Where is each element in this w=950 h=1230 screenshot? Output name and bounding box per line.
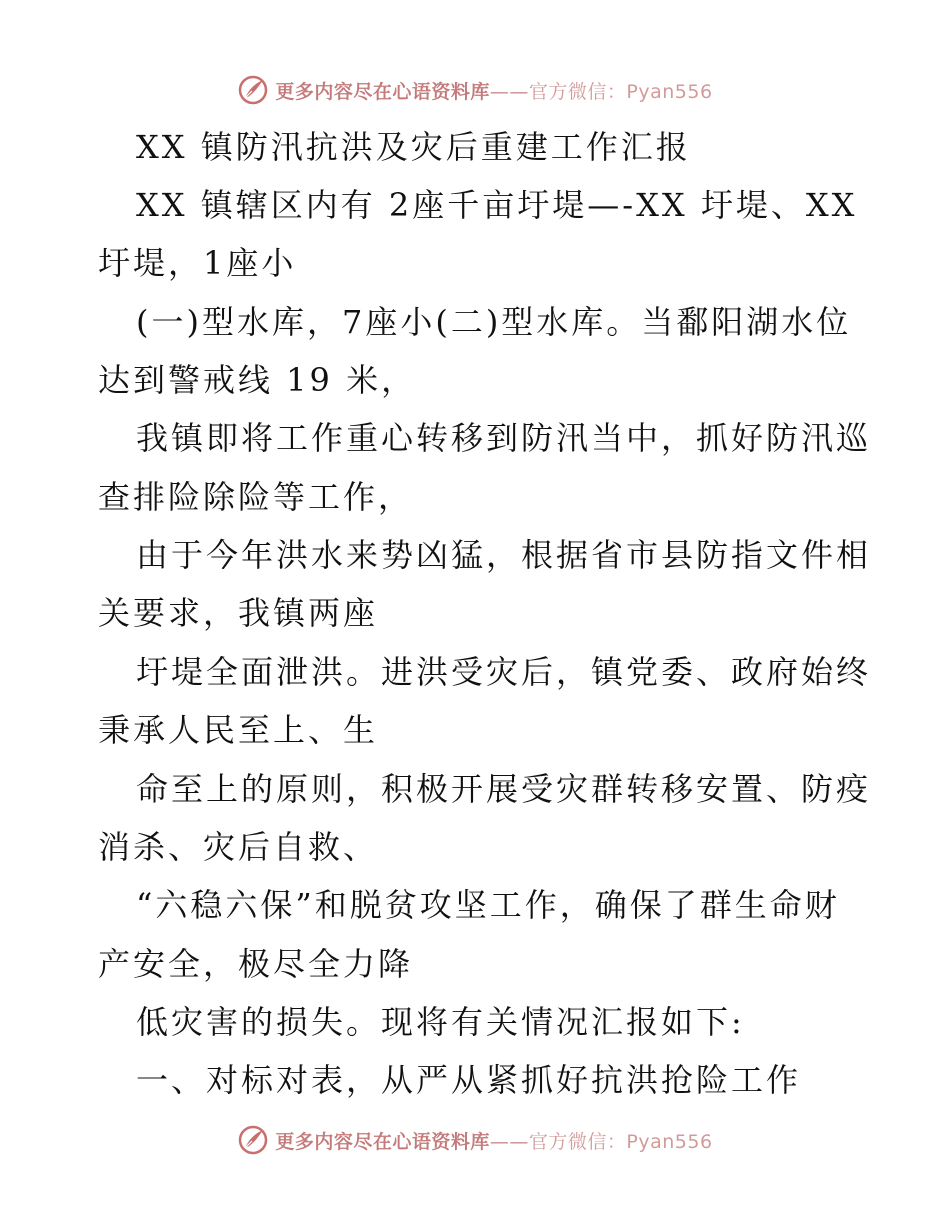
feather-logo-icon bbox=[237, 74, 269, 106]
watermark-account: 官方微信：Pyan556 bbox=[528, 80, 713, 103]
watermark-separator: —— bbox=[489, 80, 529, 103]
paragraph-line: “六稳六保”和脱贫攻坚工作，确保了群生命财 bbox=[136, 886, 840, 924]
paragraph-line: 命至上的原则，积极开展受灾群转移安置、防疫 bbox=[136, 770, 872, 808]
paragraph-line: 产安全，极尽全力降 bbox=[98, 945, 414, 983]
watermark-separator: —— bbox=[489, 1130, 529, 1153]
paragraph-line: 消杀、灾后自救、 bbox=[98, 828, 379, 866]
watermark-text bbox=[275, 1127, 712, 1154]
paragraph-line: 圩堤全面泄洪。进洪受灾后，镇党委、政府始终 bbox=[136, 653, 872, 691]
paragraph-line: XX 镇辖区内有 2座千亩圩堤—-XX 圩堤、XX bbox=[136, 186, 858, 224]
paragraph-line: 低灾害的损失。现将有关情况汇报如下: bbox=[136, 1003, 745, 1041]
paragraph-line: 达到警戒线 19 米， bbox=[98, 361, 417, 399]
document-title: XX 镇防汛抗洪及灾后重建工作汇报 bbox=[136, 128, 691, 166]
paragraph-line: 关要求，我镇两座 bbox=[98, 594, 379, 632]
feather-logo-icon bbox=[237, 1124, 269, 1156]
watermark-brand: 更多内容尽在心语资料库 bbox=[275, 1130, 490, 1153]
paragraph-line: 由于今年洪水来势凶猛，根据省市县防指文件相 bbox=[136, 536, 872, 574]
paragraph-line: 我镇即将工作重心转移到防汛当中，抓好防汛巡 bbox=[136, 419, 872, 457]
watermark-brand: 更多内容尽在心语资料库 bbox=[275, 80, 490, 103]
header-watermark bbox=[0, 70, 950, 110]
paragraph-line: 查排险除险等工作， bbox=[98, 478, 414, 516]
watermark-text bbox=[275, 77, 712, 104]
footer-watermark bbox=[0, 1120, 950, 1160]
paragraph-line: 秉承人民至上、生 bbox=[98, 711, 379, 749]
paragraph-line: 圩堤，1座小 bbox=[98, 244, 297, 282]
section-heading: 一、对标对表，从严从紧抓好抗洪抢险工作 bbox=[136, 1061, 802, 1099]
paragraph-line: (一)型水库，7座小(二)型水库。当鄱阳湖水位 bbox=[136, 303, 852, 341]
watermark-account: 官方微信：Pyan556 bbox=[528, 1130, 713, 1153]
